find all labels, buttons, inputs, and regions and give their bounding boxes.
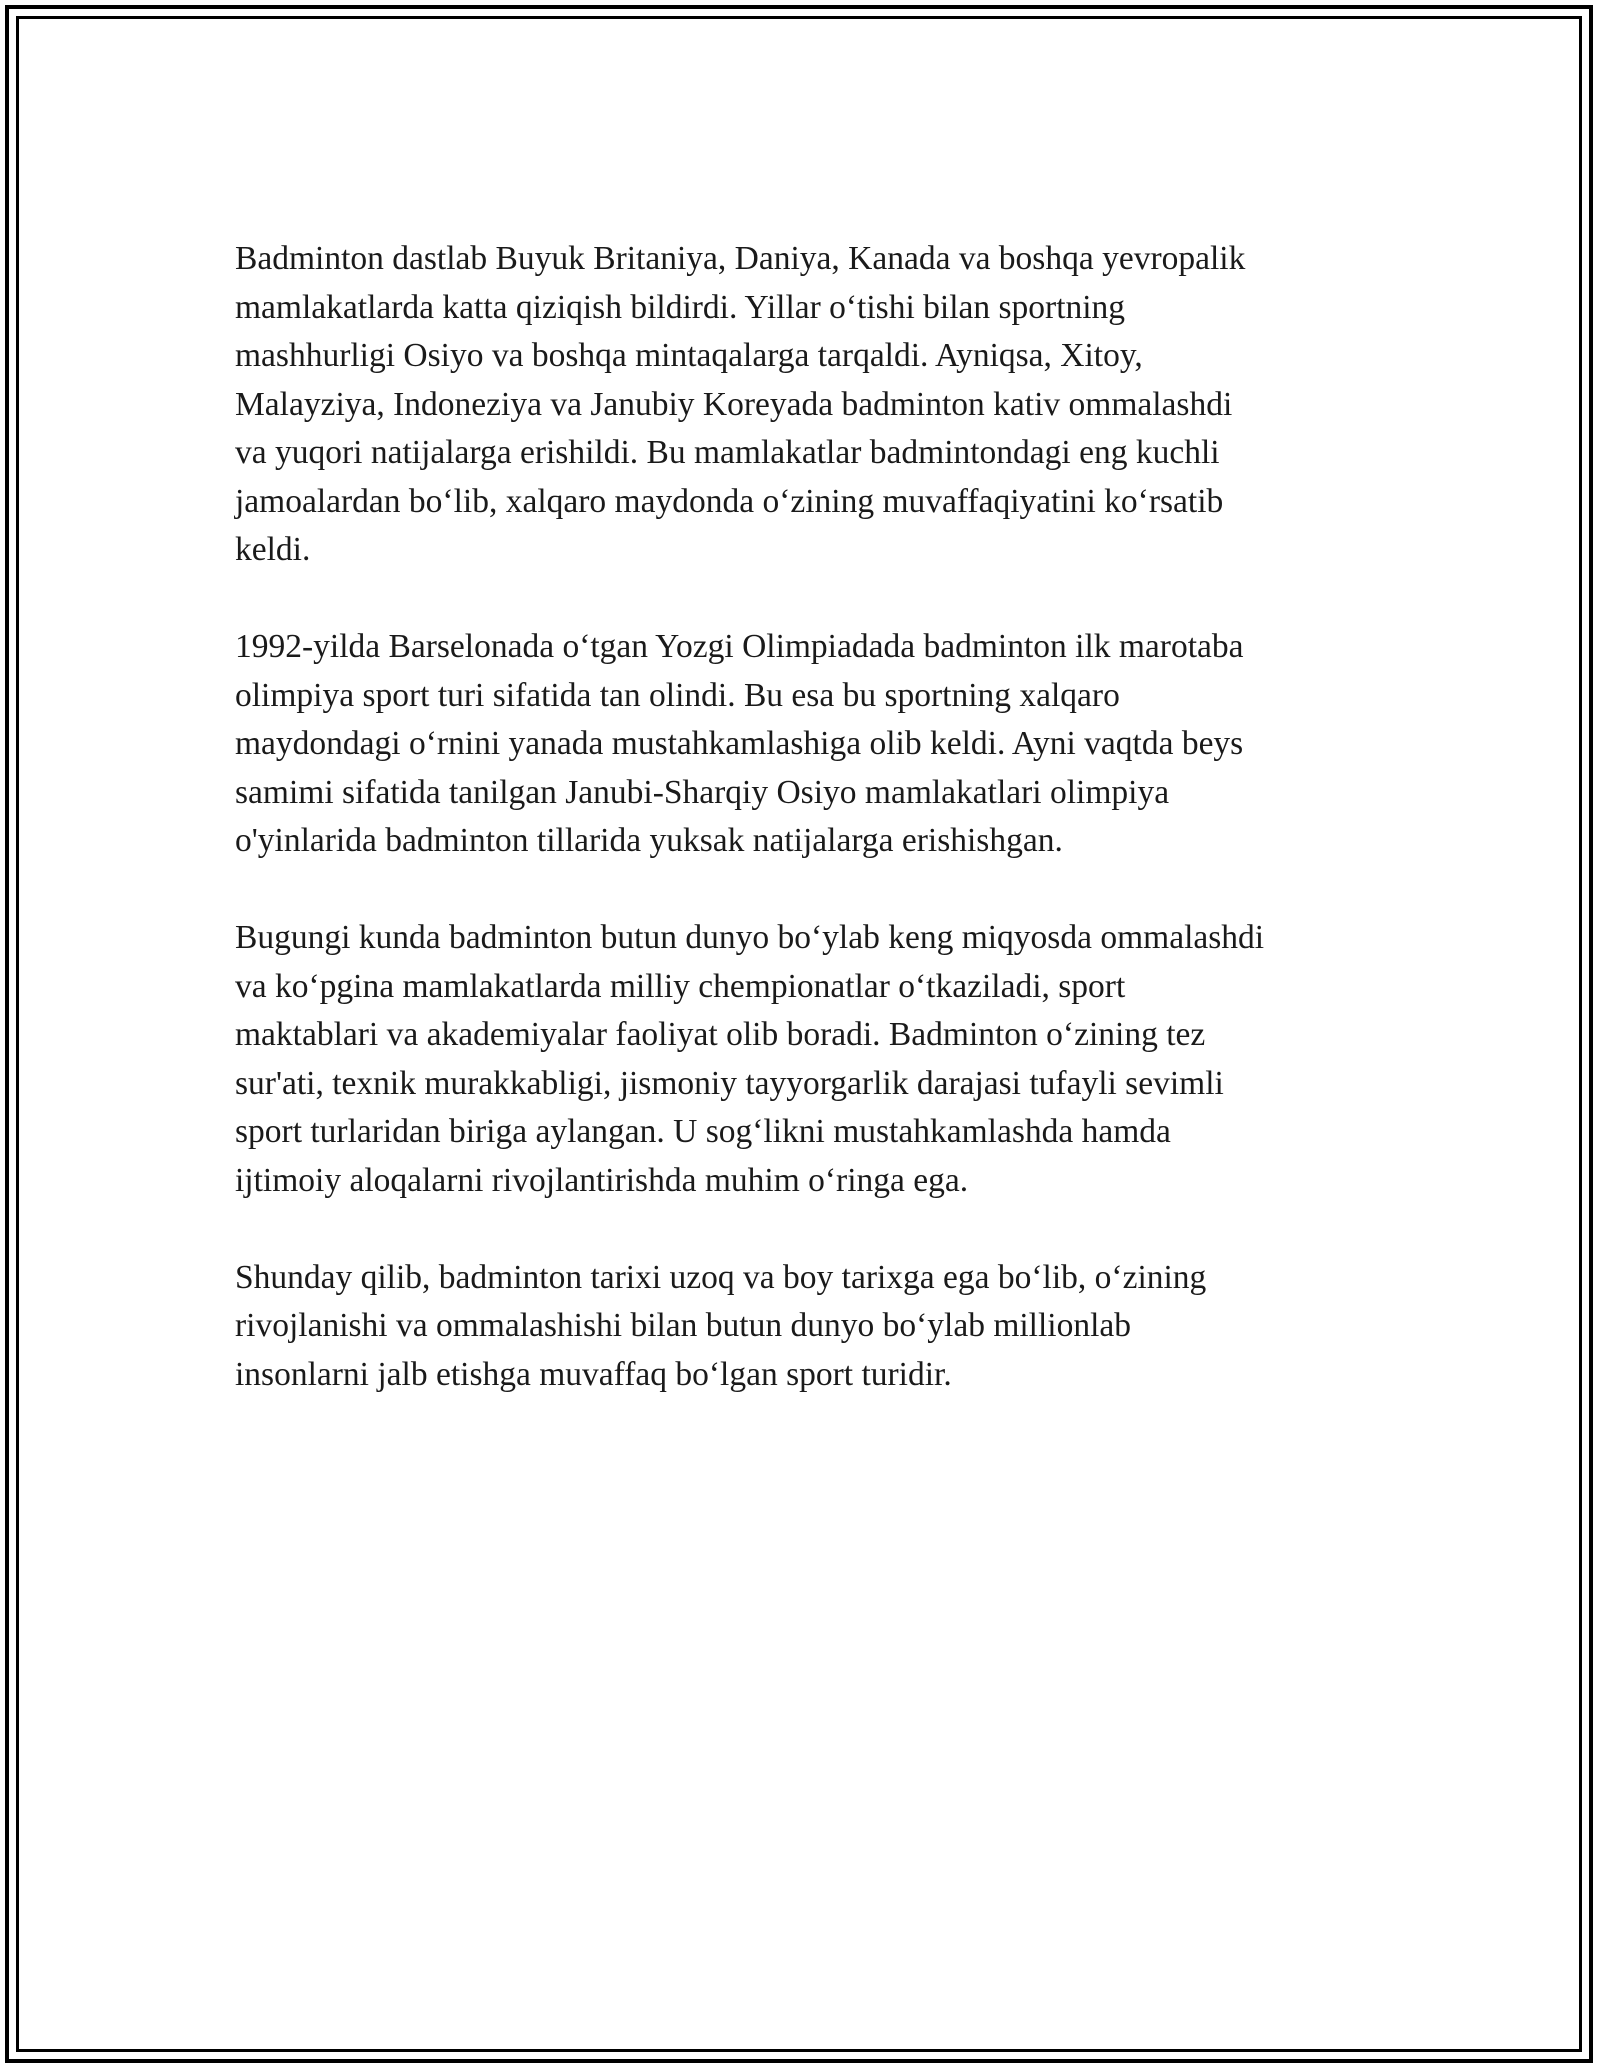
- text-line: o'yinlarida badminton tillarida yuksak natijalarga erishishgan.: [235, 822, 1063, 859]
- document-body: [235, 235, 1385, 1448]
- text-line: samimi sifatida tanilgan Janubi-Sharqiy Osiyo mamlakatlari olimpiya: [235, 773, 1170, 811]
- paragraph-4: [235, 1254, 1385, 1400]
- text-line: Malayziya, Indoneziya va Janubiy Koreyada badminton kativ ommalashdi: [235, 385, 1233, 423]
- text-line: Badminton dastlab Buyuk Britaniya, Daniya, Kanada va boshqa yevropalik: [235, 240, 1246, 277]
- text-line: ijtimoiy aloqalarni rivojlantirishda muhim o‘ringa ega.: [235, 1161, 969, 1199]
- text-line: olimpiya sport turi sifatida tan olindi. Bu esa bu sportning xalqaro: [235, 676, 1120, 714]
- text-line: sport turlaridan biriga aylangan. U sog‘likni mustahkamlashda hamda: [235, 1113, 1171, 1150]
- text-line: va ko‘pgina mamlakatlarda milliy chempionatlar o‘tkaziladi, sport: [235, 967, 1126, 1005]
- text-line: Shunday qilib, badminton tarixi uzoq va boy tarixga ega bo‘lib, o‘zining: [235, 1258, 1207, 1296]
- text-line: rivojlanishi va ommalashishi bilan butun dunyo bo‘ylab millionlab: [235, 1307, 1132, 1344]
- text-line: Bugungi kunda badminton butun dunyo bo‘ylab keng miqyosda ommalashdi: [235, 919, 1265, 956]
- text-line: mashhurligi Osiyo va boshqa mintaqalarga tarqaldi. Ayniqsa, Xitoy,: [235, 337, 1143, 374]
- text-line: va yuqori natijalarga erishildi. Bu mamlakatlar badmintondagi eng kuchli: [235, 434, 1220, 471]
- paragraph-1: [235, 235, 1385, 575]
- text-line: keldi.: [235, 531, 311, 568]
- text-line: 1992-yilda Barselonada o‘tgan Yozgi Olimpiadada badminton ilk marotaba: [235, 628, 1244, 665]
- text-line: jamoalardan bo‘lib, xalqaro maydonda o‘zining muvaffaqiyatini ko‘rsatib: [235, 482, 1224, 520]
- text-line: maktablari va akademiyalar faoliyat olib boradi. Badminton o‘zining tez: [235, 1016, 1206, 1053]
- paragraph-2: [235, 623, 1385, 866]
- text-line: maydondagi o‘rnini yanada mustahkamlashiga olib keldi. Ayni vaqtda beys: [235, 725, 1244, 762]
- text-line: mamlakatlarda katta qiziqish bildirdi. Yillar o‘tishi bilan sportning: [235, 288, 1126, 326]
- paragraph-3: [235, 914, 1385, 1205]
- text-line: insonlarni jalb etishga muvaffaq bo‘lgan sport turidir.: [235, 1355, 952, 1393]
- text-line: sur'ati, texnik murakkabligi, jismoniy tayyorgarlik darajasi tufayli sevimli: [235, 1064, 1224, 1102]
